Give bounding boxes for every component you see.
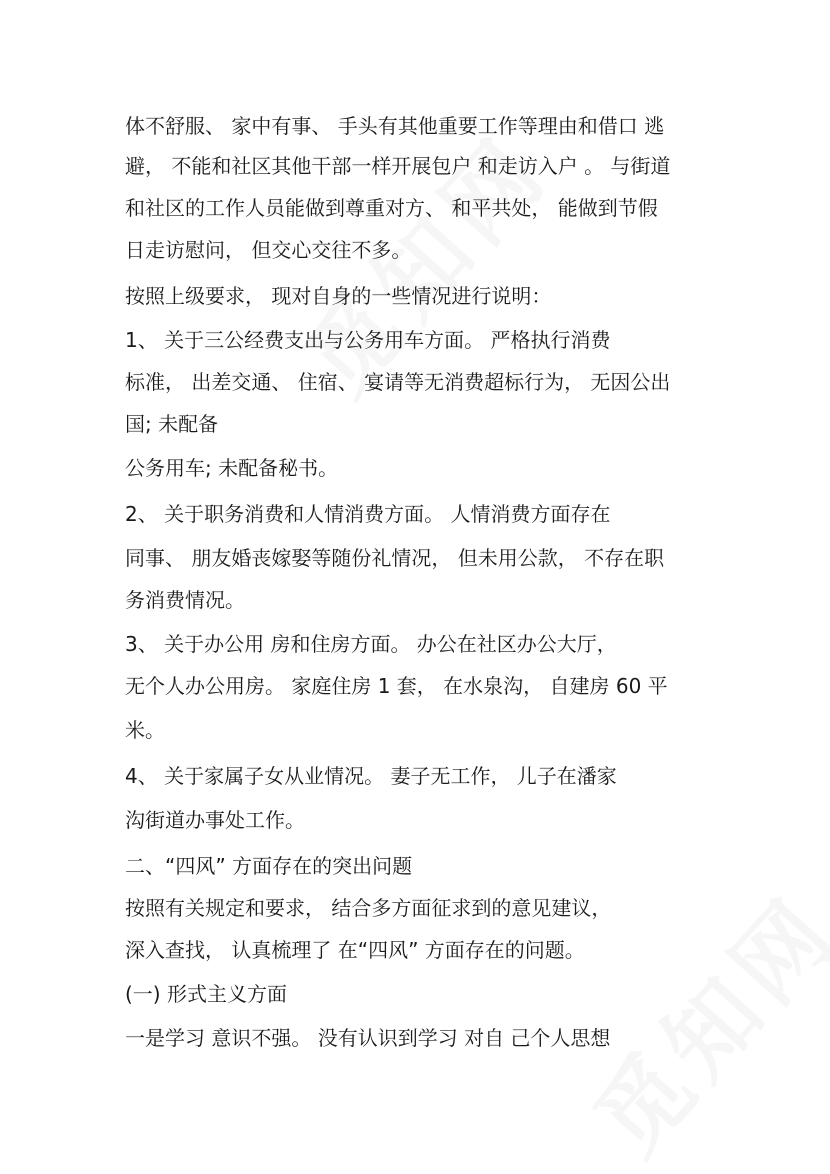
text-line: 日走访慰问， 但交心交往不多。 — [125, 238, 412, 262]
text-line: 米。 — [125, 718, 165, 742]
text-line: 公务用车; 未配备秘书。 — [125, 456, 339, 480]
text-line: 一是学习 意识不强。 没有认识到学习 对自 己个人思想 — [125, 1026, 611, 1050]
text-line: 二、“四风” 方面存在的突出问题 — [125, 854, 413, 878]
text-line: 沟街道办事处工作。 — [125, 808, 305, 832]
text-line: 2、 关于职务消费和人情消费方面。 人情消费方面存在 — [125, 502, 611, 526]
text-line: 务消费情况。 — [125, 588, 245, 612]
text-line: 体不舒服、 家中有事、 手头有其他重要工作等理由和借口 逃 — [125, 114, 665, 138]
text-line: 按照有关规定和要求， 结合多方面征求到的意见建议， — [125, 896, 612, 920]
text-line: 避， 不能和社区其他干部一样开展包户 和走访入户 。 与街道 — [125, 154, 671, 178]
text-line: (一) 形式主义方面 — [125, 982, 287, 1006]
text-line: 4、 关于家属子女从业情况。 妻子无工作， 儿子在潘家 — [125, 764, 617, 788]
text-line: 无个人办公用房。 家庭住房 1 套， 在水泉沟， 自建房 60 平 — [125, 674, 668, 698]
text-line: 深入查找， 认真梳理了 在“四风” 方面存在的问题。 — [125, 938, 585, 962]
text-line: 标准， 出差交通、 住宿、 宴请等无消费超标行为， 无因公出 — [125, 370, 671, 394]
text-line: 按照上级要求， 现对自身的一些情况进行说明： — [125, 284, 552, 308]
text-line: 同事、 朋友婚丧嫁娶等随份礼情况， 但未用公款， 不存在职 — [125, 546, 665, 570]
text-line: 和社区的工作人员能做到尊重对方、 和平共处， 能做到节假 — [125, 196, 658, 220]
text-line: 1、 关于三公经费支出与公务用车方面。 严格执行消费 — [125, 328, 611, 352]
text-line: 3、 关于办公用 房和住房方面。 办公在社区办公大厅， — [125, 632, 617, 656]
text-line: 国; 未配备 — [125, 412, 219, 436]
